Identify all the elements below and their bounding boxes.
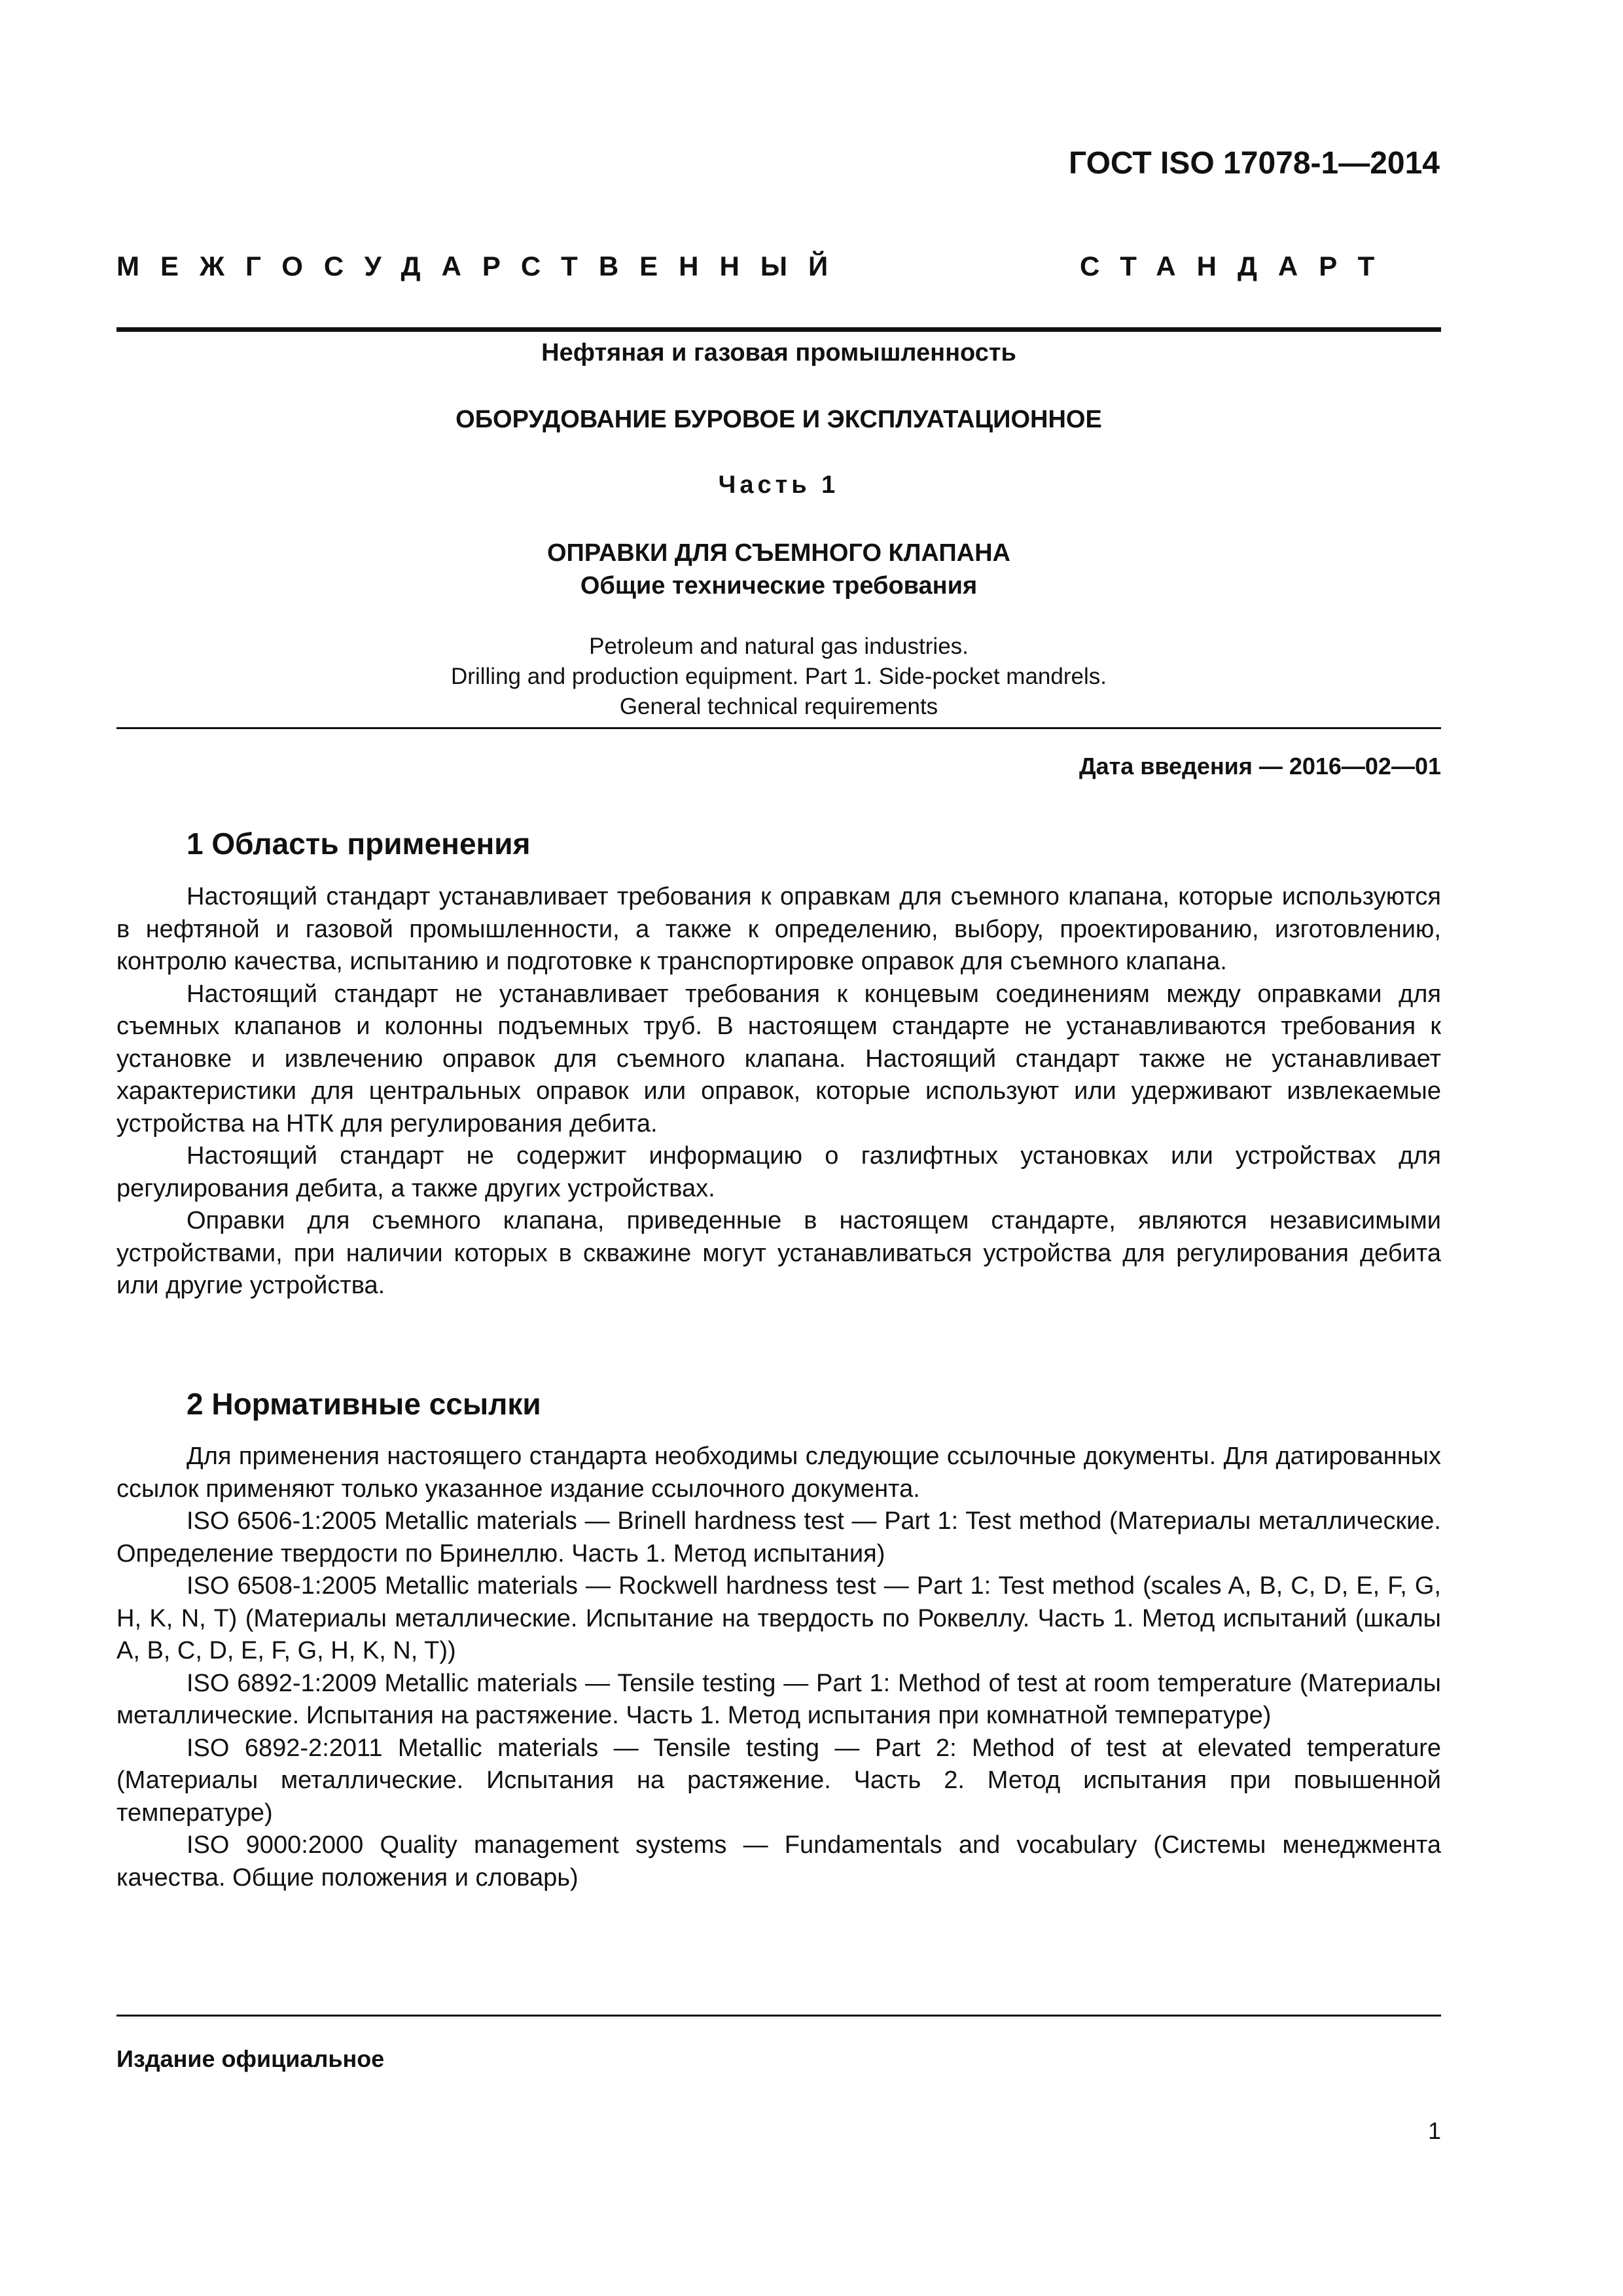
part-title: Часть 1 [718,471,840,499]
subject-block [116,537,1441,602]
document-code: ГОСТ ISO 17078-1—2014 [1069,146,1440,181]
paragraph: Оправки для съемного клапана, приведенные в настоящем стандарте, являются независимыми устройствами, при наличии которых в скважине могут устанавливаться устройства для регулирования дебита или другие устройства. [116,1207,1441,1299]
page-number: 1 [1427,2117,1441,2144]
english-title-line: General technical requirements [619,694,938,719]
footer-divider [116,2015,1441,2017]
english-title-line: Petroleum and natural gas industries. [589,634,969,659]
paragraph: Настоящий стандарт устанавливает требования к оправкам для съемного клапана, которые используются в нефтяной и газовой промышленности, а также к определению, выбору, проектированию, изготовлению, контролю качества, испытанию и подготовке к транспортировке оправок для съемного клапана. [116,883,1441,975]
english-title-line: Drilling and production equipment. Part 1. Side-pocket mandrels. [451,664,1107,689]
english-title-block [116,632,1441,722]
reference-item: ISO 6892-2:2011 Metallic materials — Tensile testing — Part 2: Method of test at elevated temperature (Материалы металлические. Испытания на растяжение. Часть 2. Метод испытания при повышенной температуре) [116,1734,1441,1827]
section-body-references [116,1441,1441,1894]
edition-label: Издание официальное [116,2045,385,2072]
subject-subtitle: Общие технические требования [580,572,978,600]
introduction-date: Дата введения — 2016—02—01 [1079,753,1441,780]
reference-item: ISO 6508-1:2005 Metallic materials — Rockwell hardness test — Part 1: Test method (scales A, B, C, D, E, F, G, H, K, N, T) (Материалы металлические. Испытание на твердость по Роквеллу. Часть 1. Метод испытаний (шкалы A, B, C, D, E, F, G, H, K, N, T)) [116,1572,1441,1664]
section-heading-scope: 1 Область применения [187,827,531,861]
reference-item: ISO 6506-1:2005 Metallic materials — Brinell hardness test — Part 1: Test method (Материалы металлические. Определение твердости по Бринеллю. Часть 1. Метод испытания) [116,1507,1441,1568]
paragraph: Настоящий стандарт не содержит информацию о газлифтных установках или устройствах для регулирования дебита, а также других устройствах. [116,1142,1441,1202]
subject-title: ОПРАВКИ ДЛЯ СЪЕМНОГО КЛАПАНА [546,539,1010,567]
header-divider [116,327,1441,332]
standard-type-right: СТАНДАРТ [1080,251,1396,281]
equipment-title: ОБОРУДОВАНИЕ БУРОВОЕ И ЭКСПЛУАТАЦИОННОЕ [455,406,1102,433]
reference-item: ISO 6892-1:2009 Metallic materials — Tensile testing — Part 1: Method of test at room temperature (Материалы металлические. Испытания на растяжение. Часть 1. Метод испытания при комнатной температуре) [116,1669,1441,1729]
standard-type-left: МЕЖГОСУДАРСТВЕННЫЙ [116,251,849,281]
industry-title: Нефтяная и газовая промышленность [541,339,1016,367]
paragraph: Настоящий стандарт не устанавливает требования к концевым соединениям между оправками для съемных клапанов и колонны подъемных труб. В настоящем стандарте не устанавливаются требования к установке и извлечению оправок для съемного клапана. Настоящий стандарт также не устанавливает характеристики для центральных оправок или оправок, которые используют или удерживают извлекаемые устройства на НТК для регулирования дебита. [116,980,1441,1138]
section-heading-references: 2 Нормативные ссылки [187,1387,541,1421]
section-body-scope [116,881,1441,1302]
paragraph: Для применения настоящего стандарта необходимы следующие ссылочные документы. Для датированных ссылок применяют только указанное издание ссылочного документа. [116,1443,1441,1503]
title-divider [116,727,1441,729]
reference-item: ISO 9000:2000 Quality management systems — Fundamentals and vocabulary (Системы менеджмента качества. Общие положения и словарь) [116,1831,1441,1892]
